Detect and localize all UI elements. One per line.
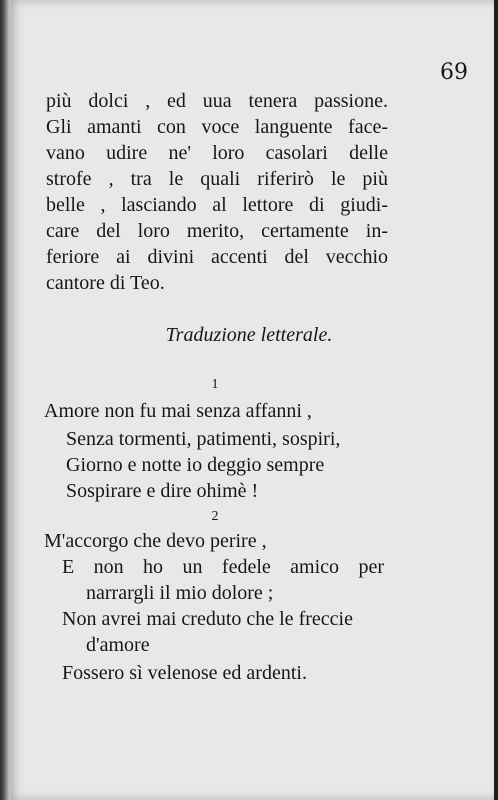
page-binding-edge	[0, 0, 10, 800]
paragraph-line: più dolci , ed uua tenera passione.	[46, 90, 388, 112]
verse-line: Fossero sì velenose ed ardenti.	[62, 662, 307, 684]
page-number: 69	[440, 60, 468, 85]
verse-line: d'amore	[86, 634, 150, 656]
paragraph-line: strofe , tra le quali riferirò le più	[46, 168, 388, 190]
verse-line: Amore non fu mai senza affanni ,	[44, 400, 312, 422]
paragraph-line: vano udire ne' loro casolari delle	[46, 142, 388, 164]
verse-line: narrargli il mio dolore ;	[86, 582, 274, 604]
paragraph-line: feriore ai divini accenti del vecchio	[46, 246, 388, 268]
verse-line: M'accorgo che devo perire ,	[44, 530, 267, 552]
stanza-number: 1	[211, 377, 219, 392]
verse-line: E non ho un fedele amico per	[62, 556, 384, 578]
paragraph-line: care del loro merito, certamente in-	[46, 220, 388, 242]
verse-line: Senza tormenti, patimenti, sospiri,	[66, 428, 341, 450]
verse-line: Sospirare e dire ohimè !	[66, 480, 259, 502]
paragraph-line: cantore di Teo.	[46, 272, 165, 294]
paragraph-line: belle , lasciando al lettore di giudi-	[46, 194, 388, 216]
paragraph-line: Gli amanti con voce languente face-	[46, 116, 388, 138]
stanza-number: 2	[211, 509, 219, 524]
section-title: Traduzione letterale.	[165, 324, 333, 346]
verse-line: Giorno e notte io deggio sempre	[66, 454, 325, 476]
verse-line: Non avrei mai creduto che le freccie	[62, 608, 353, 630]
